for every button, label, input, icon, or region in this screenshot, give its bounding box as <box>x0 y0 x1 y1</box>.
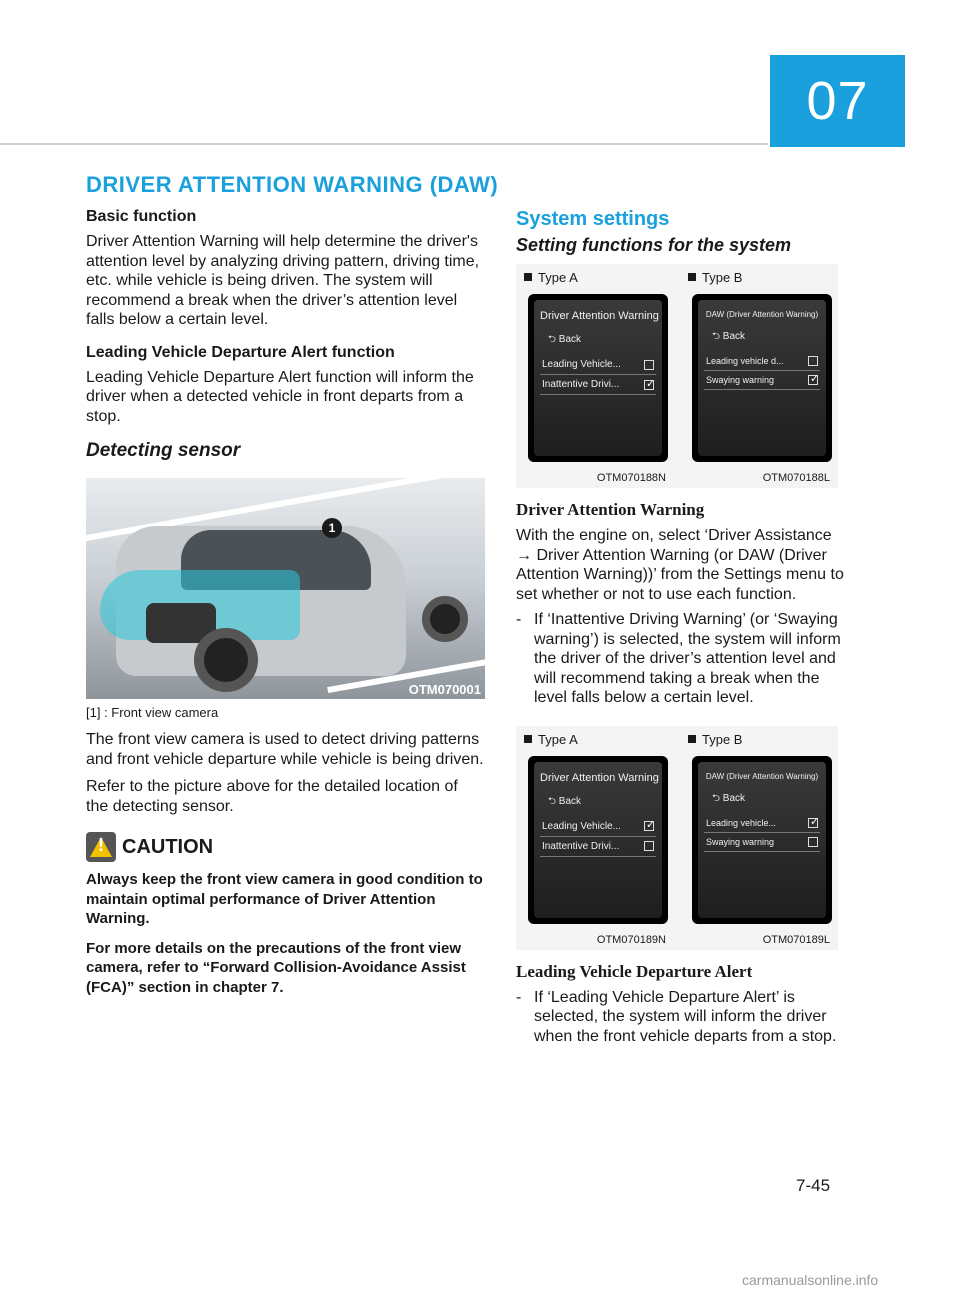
figure-type-b <box>680 726 838 950</box>
ldva-heading: Leading Vehicle Departure Alert <box>516 961 753 981</box>
back-icon: ⮌ <box>712 792 721 804</box>
basic-function-text: Driver Attention Warning will help determine the driver's attention level by analyzing driving pattern, driving time, etc. while vehicle is being driven. The system will recommend a break when the driver’s attention level falls below a certain level. <box>86 233 480 328</box>
type-label: Type B <box>688 732 742 747</box>
back-label: Back <box>722 331 746 342</box>
checkbox-checked-icon[interactable] <box>644 380 654 390</box>
checkbox-icon[interactable] <box>808 356 818 366</box>
type-label: Type A <box>524 732 578 747</box>
screen-title: DAW (Driver Attention Warning) <box>705 771 819 781</box>
caution-text-1: Always keep the front view camera in good condition to maintain optimal performance of Driver Attention Warning. <box>86 871 483 927</box>
type-label: Type B <box>688 270 742 285</box>
basic-function-heading: Basic function <box>86 208 197 225</box>
back-button[interactable] <box>540 794 656 811</box>
daw-bullet <box>516 610 846 708</box>
figure-code: OTM070189L <box>762 933 830 946</box>
menu-item-label: Inattentive Drivi... <box>542 840 620 852</box>
figure-type-a <box>516 726 674 950</box>
ldva-function-heading: Leading Vehicle Departure Alert function <box>86 343 395 361</box>
figure-code: OTM070188L <box>762 472 830 484</box>
left-column <box>86 208 484 1007</box>
ldva-bullet <box>516 988 846 1047</box>
figure-code: OTM070189N <box>596 933 666 946</box>
cluster-screen <box>692 294 832 462</box>
daw-heading: Driver Attention Warning <box>516 500 705 519</box>
screen-title: Driver Attention Warning <box>540 310 659 322</box>
back-icon: ⮌ <box>548 795 557 807</box>
menu-item-label: Leading vehicle d... <box>706 356 784 366</box>
menu-item-inattentive-driving[interactable] <box>540 375 656 395</box>
cluster-screen <box>528 294 668 462</box>
daw-text: With the engine on, select ‘Driver Assistance → Driver Attention Warning (or DAW (Driver Attention Warning))’ from the Settings menu to set whether or not to use each function. <box>516 527 844 603</box>
back-label: Back <box>558 795 582 807</box>
caution-title: CAUTION <box>122 835 214 858</box>
section-title: DRIVER ATTENTION WARNING (DAW) <box>86 172 499 197</box>
checkbox-icon[interactable] <box>808 837 818 847</box>
menu-item-leading-vehicle[interactable] <box>540 355 656 375</box>
daw-bullet-text: If ‘Inattentive Driving Warning’ (or ‘Swaying warning’) is selected, the system will inform the driver of the driver’s attention level and will recommend taking a break when the level falls below a certain level. <box>534 611 841 706</box>
right-column <box>516 208 846 1058</box>
menu-item-leading-vehicle[interactable] <box>704 814 820 833</box>
menu-item-leading-vehicle[interactable] <box>704 352 820 371</box>
vehicle-camera-illustration <box>86 478 485 699</box>
menu-item-swaying-warning[interactable] <box>704 371 820 390</box>
watermark: carmanualsonline.info <box>742 1272 879 1288</box>
settings-figure-2 <box>516 726 838 950</box>
menu-item-label: Inattentive Drivi... <box>542 379 620 390</box>
checkbox-checked-icon[interactable] <box>808 818 818 828</box>
page-number: 7-45 <box>796 1176 831 1195</box>
back-icon: ⮌ <box>548 334 557 345</box>
menu-item-label: Swaying warning <box>706 375 775 385</box>
figure-code: OTM070188N <box>596 472 666 484</box>
camera-text: The front view camera is used to detect driving patterns and front vehicle departure while vehicle is being driven. <box>86 731 484 768</box>
photo-caption: [1] : Front view camera <box>86 705 219 720</box>
type-label: Type A <box>524 270 578 285</box>
front-wheel <box>194 628 258 692</box>
chapter-tab: 07 <box>770 55 905 147</box>
menu-item-inattentive-driving[interactable] <box>540 837 656 857</box>
photo-code: OTM070001 <box>408 682 481 697</box>
checkbox-checked-icon[interactable] <box>644 821 654 831</box>
menu-item-leading-vehicle[interactable] <box>540 817 656 837</box>
header-rule <box>0 143 768 145</box>
menu-item-label: Swaying warning <box>706 836 775 847</box>
menu-item-label: Leading Vehicle... <box>542 359 621 370</box>
ldva-function-text: Leading Vehicle Departure Alert function will inform the driver when a detected vehicle in front departs from a stop. <box>86 368 474 425</box>
checkbox-checked-icon[interactable] <box>808 375 818 385</box>
ldva-bullet-text: If ‘Leading Vehicle Departure Alert’ is selected, the system will inform the driver when the front vehicle departs from a stop. <box>534 988 837 1045</box>
rear-wheel <box>422 596 468 642</box>
dash-glyph: - <box>516 988 522 1006</box>
screen-title: DAW (Driver Attention Warning) <box>705 310 819 319</box>
refer-text: Refer to the picture above for the detailed location of the detecting sensor. <box>86 778 458 815</box>
back-icon: ⮌ <box>712 331 721 342</box>
caution-header <box>86 832 484 862</box>
camera-marker: 1 <box>322 518 342 538</box>
menu-item-label: Leading vehicle... <box>706 817 777 828</box>
caution-text-2: For more details on the precautions of the front view camera, refer to “Forward Collision-Avoidance Assist (FCA)” section in chapter 7. <box>86 939 466 996</box>
figure-type-a <box>516 264 674 488</box>
setting-functions-heading: Setting functions for the system <box>516 235 792 255</box>
dash-glyph: - <box>516 611 522 628</box>
back-label: Back <box>558 334 582 345</box>
menu-item-label: Leading Vehicle... <box>542 820 621 832</box>
settings-figure-1 <box>516 264 838 488</box>
checkbox-icon[interactable] <box>644 841 654 851</box>
screen-title: Driver Attention Warning <box>540 771 659 784</box>
system-settings-heading: System settings <box>516 208 670 230</box>
detecting-sensor-heading: Detecting sensor <box>86 440 241 461</box>
warning-icon <box>86 832 116 862</box>
back-button[interactable] <box>540 332 656 349</box>
checkbox-icon[interactable] <box>644 360 654 370</box>
figure-type-b <box>680 264 838 488</box>
cluster-screen <box>528 756 668 924</box>
back-label: Back <box>722 792 746 804</box>
cluster-screen <box>692 756 832 924</box>
menu-item-swaying-warning[interactable] <box>704 833 820 852</box>
back-button[interactable] <box>704 791 820 808</box>
back-button[interactable] <box>704 329 820 346</box>
